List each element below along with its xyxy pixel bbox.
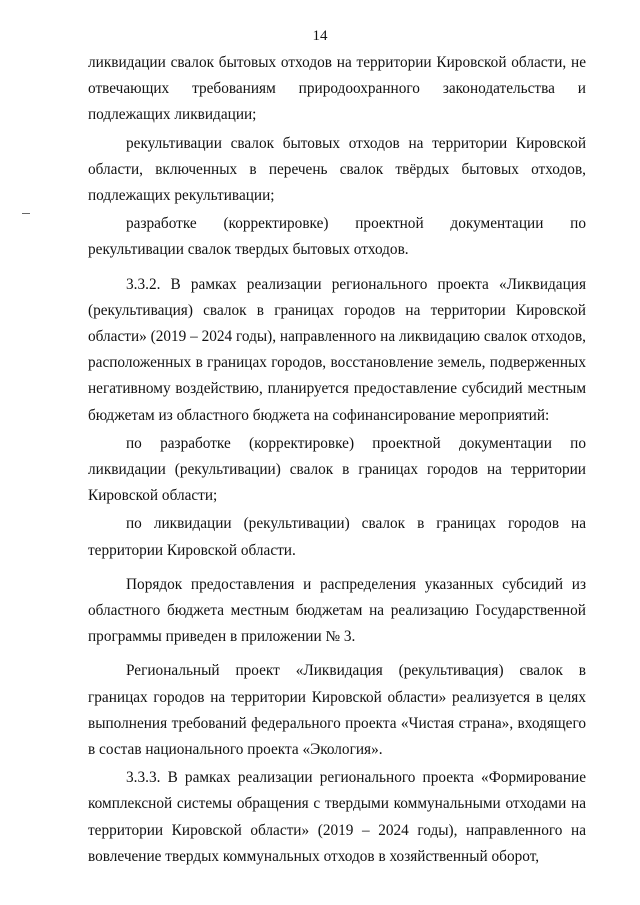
paragraph-landfill-recultivation: рекультивации свалок бытовых отходов на территории Кировской области, включенных в перечень свалок твёрдых бытовых отходов, подлежащих рекультивации; xyxy=(88,134,586,205)
margin-mark xyxy=(22,213,30,214)
paragraph-regional-project: Региональный проект «Ликвидация (рекультивация) свалок в границах городов на территории Кировской области» реализуется в целях выполнения требований федерального проекта «Чистая страна», входящего в состав национального проекта «Экология». xyxy=(88,662,586,759)
paragraph-subsidy-documentation: по разработке (корректировке) проектной документации по ликвидации (рекультивации) свалок в границах городов на территории Кировской области; xyxy=(88,434,586,505)
paragraph-section-3-3-3: 3.3.3. В рамках реализации регионального проекта «Формирование комплексной системы обращения с твердыми коммунальными отходами на территории Кировской области» (2019 – 2024 годы), направленного на вовлечение твердых коммунальных отходов в хозяйственный оборот, xyxy=(88,769,586,865)
paragraph-subsidy-liquidation: по ликвидации (рекультивации) свалок в границах городов на территории Кировской области. xyxy=(88,515,586,559)
paragraph-section-3-3-2: 3.3.2. В рамках реализации регионального проекта «Ликвидация (рекультивация) свалок в границах городов на территории Кировской области» (2019 – 2024 годы), направленного на ликвидацию свалок отходов, расположенных в границах городов, восстановление земель, подверженных негативному воздействию, планируется предоставление субсидий местным бюджетам из областного бюджета на софинансирование мероприятий: xyxy=(88,275,586,424)
document-body xyxy=(88,50,586,870)
paragraph-landfill-liquidation: ликвидации свалок бытовых отходов на территории Кировской области, не отвечающих требованиям природоохранного законодательства и подлежащих ликвидации; xyxy=(88,54,586,124)
paragraph-subsidy-procedure: Порядок предоставления и распределения указанных субсидий из областного бюджета местным бюджетам на реализацию Государственной программы приведен в приложении № 3. xyxy=(88,575,586,646)
page-number: 14 xyxy=(312,28,328,44)
paragraph-project-documentation: разработке (корректировке) проектной документации по рекультивации свалок твердых бытовых отходов. xyxy=(88,215,586,259)
